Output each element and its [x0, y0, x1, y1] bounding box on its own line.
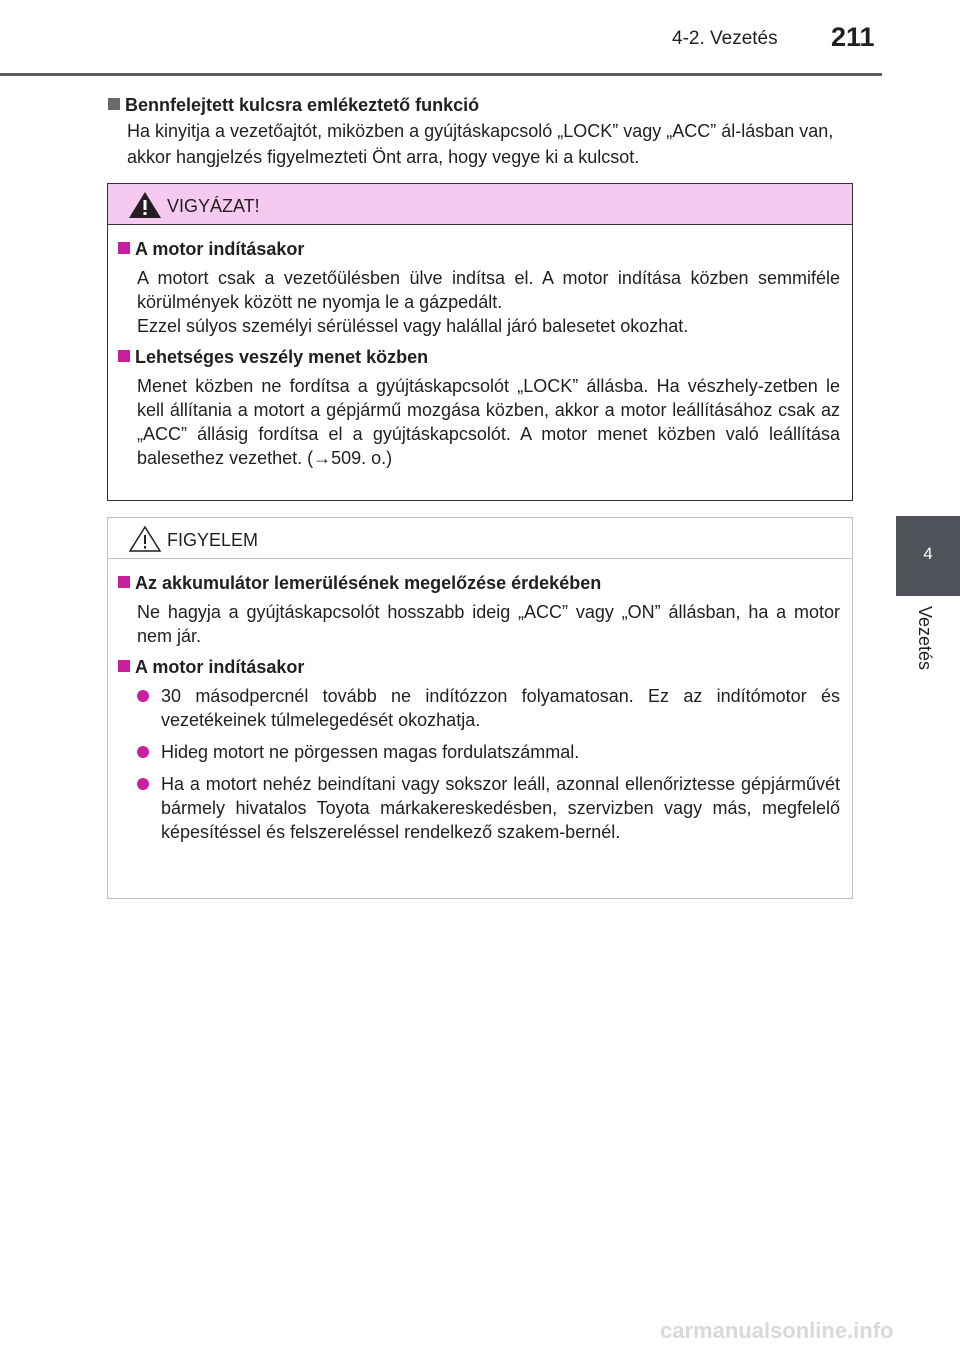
notice-bullet-text: Ha a motort nehéz beindítani vagy sokszor leáll, azonnal ellenőriztesse gépjárművét bármely hivatalos Toyota márkakereskedésben, szervizben vagy más, megfelelő képesítéssel és felszereléssel rendelkező szakem-bernél. — [161, 774, 840, 842]
caution-item — [118, 237, 840, 338]
caution-paragraph: Menet közben ne fordítsa a gyújtáskapcsolót „LOCK” állásba. Ha vészhely-zetben le kell állítania a motort a gépjármű mozgása közben, akkor a motor leállításához csak az „ACC” állásig fordítsa el a gyújtáskapcsolót. A motor menet közben való leállítása balesethez vezethet. (→509. o.) — [137, 376, 840, 468]
square-bullet-icon — [118, 576, 130, 588]
caution-header — [108, 184, 852, 225]
caution-item-heading-row — [118, 237, 840, 261]
caution-paragraph: A motort csak a vezetőülésben ülve indítsa el. A motor indítása közben semmiféle körülmények között ne nyomja le a gázpedált. — [137, 268, 840, 312]
notice-item — [118, 571, 840, 648]
section-title: 4-2. Vezetés — [672, 28, 778, 49]
round-bullet-icon — [137, 778, 149, 790]
page-number: 211 — [831, 22, 875, 52]
notice-box — [107, 517, 853, 899]
notice-item-heading-row — [118, 655, 840, 679]
chapter-label: Vezetés — [915, 606, 935, 671]
notice-body — [108, 559, 852, 844]
notice-item — [118, 655, 840, 844]
intro-heading-row — [108, 92, 853, 118]
caution-item-heading-row — [118, 345, 840, 369]
notice-bullet — [137, 740, 840, 764]
watermark: carmanualsonline.info — [660, 1318, 894, 1343]
notice-bullet — [137, 772, 840, 844]
chapter-tab — [896, 516, 960, 596]
square-bullet-icon — [108, 98, 120, 110]
notice-bullet-text: Hideg motort ne pörgessen magas fordulatszámmal. — [161, 742, 580, 762]
caution-box — [107, 183, 853, 501]
square-bullet-icon — [118, 242, 130, 254]
intro-text: Ha kinyitja a vezetőajtót, miközben a gyújtáskapcsoló „LOCK” vagy „ACC” ál-lásban van, akkor hangjelzés figyelmezteti Önt arra, hogy vegye ki a kulcsot. — [127, 121, 834, 167]
warning-outline-icon — [128, 525, 162, 553]
notice-item-heading-row — [118, 571, 840, 595]
notice-header — [108, 518, 852, 559]
notice-paragraph: Ne hagyja a gyújtáskapcsolót hosszabb ideig „ACC” vagy „ON” állásban, ha a motor nem jár. — [137, 602, 840, 646]
caution-item — [118, 345, 840, 470]
chapter-number: 4 — [923, 544, 933, 563]
notice-title: FIGYELEM — [167, 530, 259, 550]
square-bullet-icon — [118, 350, 130, 362]
notice-bullet — [137, 684, 840, 732]
caution-title: VIGYÁZAT! — [167, 196, 260, 216]
notice-item-heading: A motor indításakor — [135, 657, 305, 677]
intro-section — [108, 92, 853, 170]
square-bullet-icon — [118, 660, 130, 672]
round-bullet-icon — [137, 690, 149, 702]
intro-heading: Bennfelejtett kulcsra emlékeztető funkció — [125, 95, 480, 115]
warning-icon — [128, 191, 162, 219]
caution-item-heading: Lehetséges veszély menet közben — [135, 347, 429, 367]
header-divider — [0, 73, 882, 76]
notice-item-heading: Az akkumulátor lemerülésének megelőzése érdekében — [135, 573, 602, 593]
caution-item-heading: A motor indításakor — [135, 239, 305, 259]
caution-body — [108, 225, 852, 470]
notice-bullet-text: 30 másodpercnél tovább ne indítózzon folyamatosan. Ez az indítómotor és vezetékeinek túlmelegedését okozhatja. — [161, 686, 840, 730]
caution-paragraph: Ezzel súlyos személyi sérüléssel vagy halállal járó balesetet okozhat. — [137, 316, 689, 336]
round-bullet-icon — [137, 746, 149, 758]
